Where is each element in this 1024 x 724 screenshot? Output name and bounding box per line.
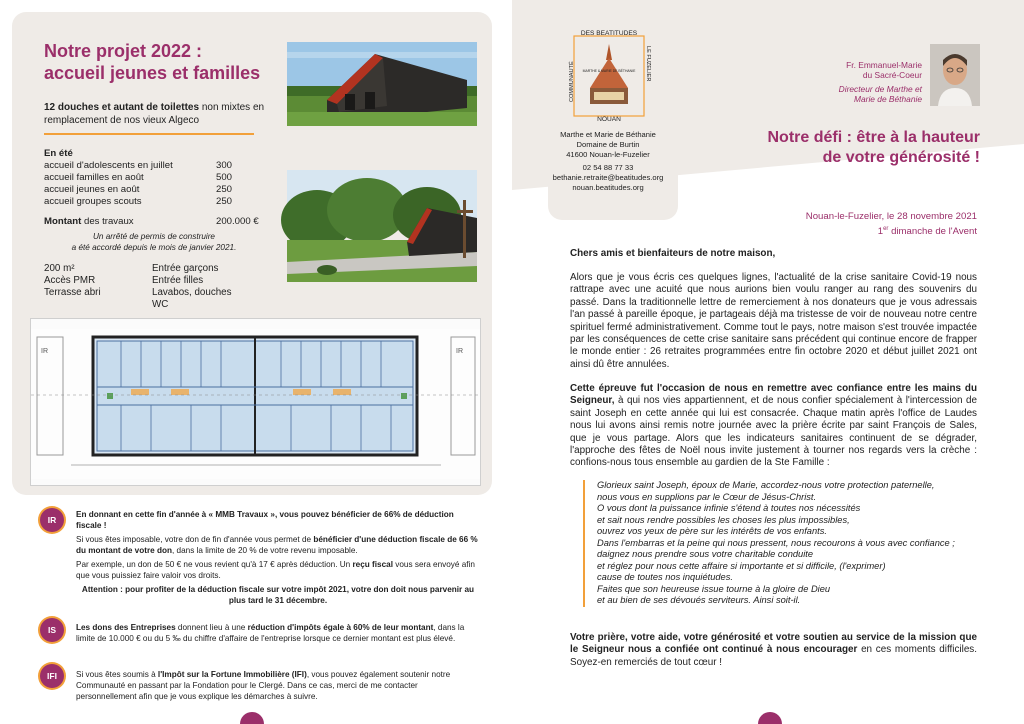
stat-label: accueil familles en août [44,172,144,183]
prayer-line: daignez nous prendre sous votre charitable conduite [597,549,814,559]
prayer-block [583,480,977,607]
logo-top: DES BEATITUDES [580,30,638,37]
ifi-section [76,669,480,705]
closing-rest: en ces moments difficiles. Soyez-en remerciés de tout cœur ! [570,644,977,668]
ifi-badge: IFI [40,664,64,688]
is-d: , dans la limite de 10.000 € ou du 5 ‰ du chiffre d'affaire de l'entreprise lorsque ce dernier montant est plus élevé. [76,623,465,643]
prayer-line: Faites que son heureuse issue tourne à la gloire de Dieu [597,583,831,594]
is-c: réduction d'impôts égale à 60% de leur montant [247,623,434,632]
is-para [76,622,480,644]
letter-title [680,128,980,168]
ir-p2-c: vous sera envoyé afin que vous puissiez faire valoir vos droits. [76,560,475,580]
address-line: Marthe et Marie de Béthanie [560,130,656,139]
email-address: bethanie.retraite@beatitudes.org [552,173,664,182]
montant-label: des travaux [81,216,134,227]
ifi-c: , vous pouvez également soutenir notre Communauté en passant par la Fondation pour le Clergé. Dans ce cas, merci de me contacter personnellement afin que je vous explique les démarches à suivre. [76,670,451,701]
feature-item: Lavabos, douches [152,287,232,298]
is-section [76,622,480,647]
author-role-1: Directeur de Marthe et [838,84,922,94]
letter-para-1: Alors que je vous écris ces quelques lignes, l'actualité de la crise sanitaire Covid-19 nous rattrape avec une acuité que nous aurions bien voulu ranger au rang des souvenirs du passé. Dans la traditionnelle lettre de remerciement à nos donateurs que je vous adressais l'an passé à pareille époque, je partageais déjà ma tristesse de voir de nouveau notre centre spirituel fermé administrativement. Comme tout le pays, notre maison s'est trouvée impactée par les conséquences de cette crise sanitaire sans précédent qui continue encore de frapper le monde entier : 26 retraites programmées entre fin octobre 2020 et début juillet 2021 ont ainsi dû être annulées. [570,272,977,370]
ir-para2 [76,559,480,581]
feature-item: WC [152,299,169,310]
prayer-line: nous vous en supplions par le Cœur de Jésus-Christ. [597,491,817,502]
project-intro [44,101,274,127]
ir-badge: IR [40,508,64,532]
stat-value: 250 [216,196,233,207]
ir-p1-a: Si vous êtes imposable, votre don de fin d'année vous permet de [76,535,314,544]
ir-heading: En donnant en cette fin d'année à « MMB Travaux », vous pouvez bénéficier de 66% de déduction fiscale ! [76,510,454,530]
permit-line2: a été accordé depuis le mois de janvier 2021. [71,242,237,252]
logo-center: MARTHE & MARIE DE BÉTHANIE [582,69,636,73]
stat-value: 250 [216,184,233,195]
stat-label: accueil jeunes en août [44,184,140,195]
logo-side-right: LE FUZELIER [645,46,651,82]
building-photo-2 [287,170,477,282]
date-sup: er [883,226,889,232]
stat-row [44,160,260,172]
date-rest: dimanche de l'Avent [888,226,977,238]
features-col2 [152,263,272,311]
logo-side-left: COMMUNAUTÉ [569,61,575,102]
ir-p1-c: , dans la limite de 20 % de votre revenu imposable. [171,546,358,555]
address-line: 41600 Nouan-le-Fuzelier [566,150,650,159]
letter-title-line1: Notre défi : être à la hauteur [767,129,980,146]
phone-number: 02 54 88 77 33 [582,163,634,172]
author-name-1: Fr. Emmanuel-Marie [846,60,922,70]
feature-item: Entrée filles [152,275,204,286]
letter-date [720,210,977,238]
stat-value: 500 [216,172,233,183]
closing-bold: Votre prière, votre aide, votre générosité et votre soutien au service de la mission que le Seigneur nous a confiée ont continué à nous encourager [570,632,977,656]
project-title-line2: accueil jeunes et familles [44,63,261,83]
avatar [930,44,980,106]
prayer-line: O vous dont la puissance infinie s'étend à toutes nos nécessités [597,503,861,513]
logo-bottom: NOUAN [597,116,621,123]
ifi-para [76,669,480,702]
author-name-2: du Sacré-Coeur [862,70,922,80]
para2-bold: Cette épreuve fut l'occasion de nous en remettre avec confiance entre les mains du Seigneur, [570,383,977,407]
ir-attention: Attention : pour profiter de la déduction fiscale sur votre impôt 2021, votre don doit nous parvenir au plus tard le 31 décembre. [81,585,475,605]
features-list [44,263,274,311]
montant-row [44,216,260,228]
orange-rule [44,133,254,135]
salutation: Chers amis et bienfaiteurs de notre maison, [570,248,776,259]
ir-p2-a: Par exemple, un don de 50 € ne vous revient qu'à 17 € après déduction. Un [76,560,353,569]
ir-section [76,509,480,609]
project-title-line1: Notre projet 2022 : [44,41,203,61]
floor-plan [30,318,481,486]
ir-p1-b: bénéficier d'une déduction fiscale de 66 % du montant de votre don [76,535,478,555]
avatar-portrait [930,44,980,106]
date-line2 [720,223,977,238]
letter-title-line2: de votre générosité ! [822,149,980,166]
features-col1 [44,263,152,311]
address-line: Domaine de Burtin [576,140,640,149]
permit-line1: Un arrêté de permis de construire [93,232,215,241]
stat-row [44,172,260,184]
ete-heading: En été [44,148,73,159]
ifi-a: Si vous êtes soumis à [76,670,158,679]
feature-item: Accès PMR [44,275,96,286]
plan-label-right: IR [456,348,463,355]
montant-value: 200.000 € [216,216,259,227]
community-logo-drawing [568,30,650,122]
date-line1: Nouan-le-Fuzelier, le 28 novembre 2021 [805,211,977,222]
floor-plan-drawing [31,319,480,485]
summer-stats [44,148,260,228]
prayer-line: Dans l'embarras et la peine qui nous pressent, nous recourons à vous avec confiance ; [597,537,955,548]
prayer-line: et réglez pour nous cette affaire si importante et si difficile, (l'exprimer) [597,560,886,571]
stat-row [44,184,260,196]
stat-value: 300 [216,160,233,171]
feature-item: Entrée garçons [152,263,219,274]
prayer-line: ouvrez vos yeux de père sur les intérêts de vos enfants. [597,526,827,536]
letter-para-2 [570,383,977,470]
is-badge: IS [40,618,64,642]
prayer-line: cause de toutes nos inquiétudes. [597,572,733,582]
building-render-1 [287,42,477,126]
stat-label: accueil groupes scouts [44,196,142,207]
page-marker-left [240,712,264,724]
is-a: Les dons des Entreprises [76,623,176,632]
ir-para1 [76,534,480,556]
date-num: 1 [877,226,884,238]
para2-rest: à qui nos vies appartiennent, et de nous confier spécialement à l'intercession de saint Joseph en cette année qui lui est consacrée. Chaque matin après l'office de Laudes nous lui avons ainsi remis notre journée avec la prière écrite par saint François de Sales, que je vous partage. Alors que les indicateurs sanitaires continuent de se dégrader, l'approche des fêtes de Noël nous invite justement à tourner nos regards vers la crèche : confions-nous tous ensemble au gardien de la Ste Famille : [570,395,977,469]
prayer-line: Glorieux saint Joseph, époux de Marie, accordez-nous votre protection paternelle, [597,480,935,490]
author-role-2: Marie de Béthanie [854,94,922,104]
address-block [548,130,668,193]
feature-item: Terrasse abri [44,287,101,298]
prayer-line: et sait nous rendre possibles les choses les plus impossibles, [597,514,850,525]
stat-label: accueil d'adolescents en juillet [44,160,173,171]
website-url: nouan.beatitudes.org [572,183,644,192]
permit-note [44,232,264,253]
intro-rest: non mixtes en remplacement de nos vieux Algeco [44,102,265,126]
is-b: donnent lieu à une [175,623,248,632]
ir-p2-b: reçu fiscal [352,560,393,569]
intro-bold: 12 douches et autant de toilettes [44,102,200,113]
author-block [762,60,922,104]
stat-row [44,196,260,208]
building-photo-1 [287,42,477,126]
montant-bold: Montant [44,216,82,227]
community-logo [568,30,650,122]
closing-para [570,632,977,669]
project-title [44,40,260,84]
building-render-2 [287,170,477,282]
plan-label-left: IR [41,348,48,355]
feature-item: 200 m² [44,263,75,274]
ifi-b: l'Impôt sur la Fortune Immobilière (IFI) [157,670,307,679]
prayer-line: et au bien de ses dévoués serviteurs. Ainsi soit-il. [597,595,801,605]
